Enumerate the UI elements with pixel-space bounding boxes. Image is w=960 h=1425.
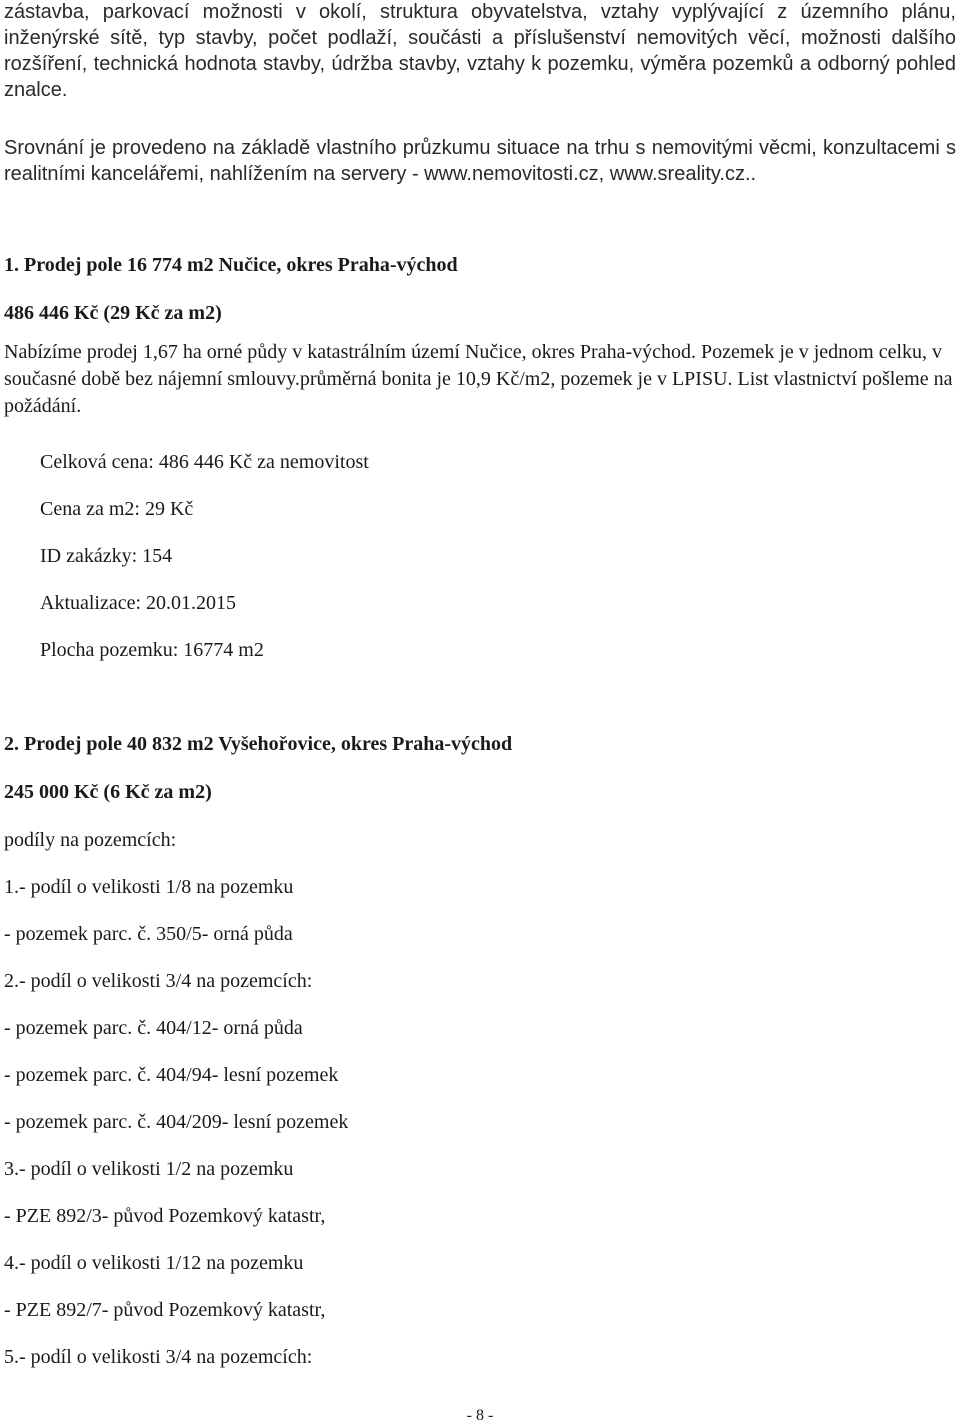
- listing-2-line: 3.- podíl o velikosti 1/2 na pozemku: [4, 1158, 294, 1180]
- listing-2-line: - PZE 892/7- původ Pozemkový katastr,: [4, 1299, 326, 1321]
- page-number: - 8 -: [466, 1407, 494, 1424]
- listing-2-line: - pozemek parc. č. 404/209- lesní pozemek: [4, 1111, 349, 1133]
- listing-2-line: - PZE 892/3- původ Pozemkový katastr,: [4, 1205, 326, 1227]
- listing-2-line: podíly na pozemcích:: [4, 829, 177, 851]
- intro-paragraph-1: zástavba, parkovací možnosti v okolí, struktura obyvatelstva, vztahy vyplývající z územního plánu, inženýrské sítě, typ stavby, počet podlaží, součásti a příslušenství nemovitých věcí, možnosti dalšího rozšíření, technická hodnota stavby, údržba stavby, vztahy k pozemku, výměra pozemků a odborný pohled znalce.: [4, 1, 956, 101]
- listing-2-line: 4.- podíl o velikosti 1/12 na pozemku: [4, 1252, 304, 1274]
- listing-1-description: Nabízíme prodej 1,67 ha orné půdy v katastrálním území Nučice, okres Praha-východ. Pozemek je v jednom celku, v současné době bez nájemní smlouvy.průměrná bonita je 10,9 Kč/m2, pozemek je v LPISU. List vlastnictví pošleme na požádání.: [4, 341, 953, 417]
- listing-2-price: 245 000 Kč (6 Kč za m2): [4, 781, 212, 803]
- listing-1-price: 486 446 Kč (29 Kč za m2): [4, 302, 222, 324]
- listing-1-update-date: Aktualizace: 20.01.2015: [40, 592, 237, 614]
- listing-2-line: - pozemek parc. č. 350/5- orná půda: [4, 923, 293, 945]
- intro-paragraph-2: Srovnání je provedeno na základě vlastního průzkumu situace na trhu s nemovitými věcmi, konzultacemi s realitními kancelářemi, nahlížením na servery - www.nemovitosti.cz, www.sreality.cz..: [4, 137, 956, 185]
- listing-2-line: - pozemek parc. č. 404/94- lesní pozemek: [4, 1064, 339, 1086]
- listing-1-order-id: ID zakázky: 154: [40, 545, 173, 567]
- listing-2-title: 2. Prodej pole 40 832 m2 Vyšehořovice, okres Praha-východ: [4, 733, 513, 755]
- listing-1-total-price: Celková cena: 486 446 Kč za nemovitost: [40, 451, 369, 473]
- listing-2-line: 1.- podíl o velikosti 1/8 na pozemku: [4, 876, 294, 898]
- listing-1-price-per-m2: Cena za m2: 29 Kč: [40, 498, 194, 520]
- listing-2-line: 2.- podíl o velikosti 3/4 na pozemcích:: [4, 970, 313, 992]
- listing-1-area: Plocha pozemku: 16774 m2: [40, 639, 264, 661]
- listing-2-line: - pozemek parc. č. 404/12- orná půda: [4, 1017, 303, 1039]
- listing-2-line: 5.- podíl o velikosti 3/4 na pozemcích:: [4, 1346, 313, 1368]
- listing-1-title: 1. Prodej pole 16 774 m2 Nučice, okres Praha-východ: [4, 254, 458, 276]
